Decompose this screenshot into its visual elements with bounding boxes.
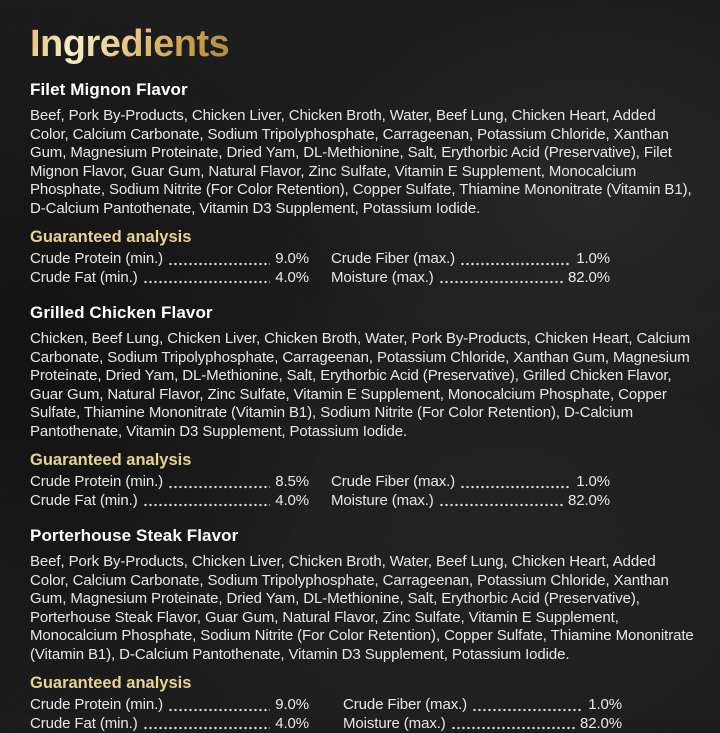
dot-leader bbox=[451, 726, 575, 730]
analysis-row-crude-fiber bbox=[343, 696, 622, 715]
analysis-label: Crude Protein (min.) bbox=[30, 473, 163, 492]
analysis-label: Crude Fiber (max.) bbox=[331, 250, 455, 269]
dot-leader bbox=[143, 726, 271, 730]
dot-leader bbox=[439, 503, 563, 507]
analysis-left-column bbox=[30, 696, 309, 733]
analysis-value: 82.0% bbox=[580, 715, 622, 733]
analysis-row-crude-fiber bbox=[331, 473, 610, 492]
analysis-value: 4.0% bbox=[275, 492, 309, 511]
sections-container bbox=[30, 80, 690, 733]
analysis-row-crude-protein bbox=[30, 696, 309, 715]
section-filet-mignon bbox=[30, 80, 690, 287]
analysis-value: 82.0% bbox=[568, 492, 610, 511]
analysis-value: 82.0% bbox=[568, 269, 610, 288]
analysis-value: 4.0% bbox=[275, 715, 309, 733]
analysis-row-crude-protein bbox=[30, 473, 309, 492]
analysis-left-column bbox=[30, 250, 309, 287]
guaranteed-analysis-table bbox=[30, 250, 610, 287]
analysis-left-column bbox=[30, 473, 309, 510]
analysis-label: Crude Fiber (max.) bbox=[343, 696, 467, 715]
analysis-value: 1.0% bbox=[576, 473, 610, 492]
analysis-label: Crude Fat (min.) bbox=[30, 492, 138, 511]
guaranteed-analysis-heading: Guaranteed analysis bbox=[30, 228, 690, 247]
guaranteed-analysis-heading: Guaranteed analysis bbox=[30, 674, 690, 693]
analysis-label: Crude Fiber (max.) bbox=[331, 473, 455, 492]
analysis-label: Moisture (max.) bbox=[331, 492, 434, 511]
analysis-value: 8.5% bbox=[275, 473, 309, 492]
analysis-row-crude-fat bbox=[30, 269, 309, 288]
guaranteed-analysis-table bbox=[30, 696, 622, 733]
guaranteed-analysis-table bbox=[30, 473, 610, 510]
analysis-label: Moisture (max.) bbox=[331, 269, 434, 288]
flavor-heading-porterhouse-steak: Porterhouse Steak Flavor bbox=[30, 526, 690, 546]
dot-leader bbox=[143, 503, 271, 507]
ingredients-paragraph-grilled-chicken: Chicken, Beef Lung, Chicken Liver, Chicken Broth, Water, Pork By-Products, Chicken Heart, Calcium Carbonate, Sodium Tripolyphosphate, Carrageenan, Potassium Chloride, Xanthan Gum, Magnesium Proteinate, Dried Yam, DL-Methionine, Salt, Erythorbic Acid (Preservative), Grilled Chicken Flavor, Guar Gum, Natural Flavor, Zinc Sulfate, Vitamin E Supplement, Monocalcium Phosphate, Copper Sulfate, Thiamine Mononitrate (Vitamin B1), Sodium Nitrite (For Color Retention), D-Calcium Pantothenate, Vitamin D3 Supplement, Potassium Iodide. bbox=[30, 330, 694, 441]
guaranteed-analysis-heading: Guaranteed analysis bbox=[30, 451, 690, 470]
analysis-right-column bbox=[343, 696, 622, 733]
section-grilled-chicken bbox=[30, 303, 690, 510]
analysis-right-column bbox=[331, 250, 610, 287]
analysis-row-crude-protein bbox=[30, 250, 309, 269]
analysis-row-moisture bbox=[331, 269, 610, 288]
analysis-row-crude-fiber bbox=[331, 250, 610, 269]
dot-leader bbox=[460, 485, 571, 489]
analysis-row-moisture bbox=[331, 492, 610, 511]
dot-leader bbox=[168, 262, 270, 266]
analysis-row-crude-fat bbox=[30, 492, 309, 511]
dot-leader bbox=[168, 708, 270, 712]
ingredients-paragraph-porterhouse-steak: Beef, Pork By-Products, Chicken Liver, Chicken Broth, Water, Beef Lung, Chicken Heart, Added Color, Calcium Carbonate, Sodium Tripolyphosphate, Carrageenan, Potassium Chloride, Xanthan Gum, Magnesium Proteinate, Dried Yam, DL-Methionine, Salt, Erythorbic Acid (Preservative), Porterhouse Steak Flavor, Guar Gum, Natural Flavor, Zinc Sulfate, Vitamin E Supplement, Monocalcium Phosphate, Sodium Nitrite (For Color Retention), Copper Sulfate, Thiamine Mononitrate (Vitamin B1), D-Calcium Pantothenate, Vitamin D3 Supplement, Potassium Iodide. bbox=[30, 553, 694, 664]
analysis-row-crude-fat bbox=[30, 715, 309, 733]
analysis-label: Crude Protein (min.) bbox=[30, 696, 163, 715]
analysis-label: Moisture (max.) bbox=[343, 715, 446, 733]
analysis-value: 1.0% bbox=[588, 696, 622, 715]
dot-leader bbox=[168, 485, 270, 489]
page-title: Ingredients bbox=[30, 22, 229, 66]
flavor-heading-filet-mignon: Filet Mignon Flavor bbox=[30, 80, 690, 100]
analysis-label: Crude Fat (min.) bbox=[30, 269, 138, 288]
analysis-value: 4.0% bbox=[275, 269, 309, 288]
dot-leader bbox=[143, 280, 271, 284]
dot-leader bbox=[439, 280, 563, 284]
dot-leader bbox=[472, 708, 583, 712]
analysis-value: 1.0% bbox=[576, 250, 610, 269]
analysis-value: 9.0% bbox=[275, 250, 309, 269]
section-porterhouse-steak bbox=[30, 526, 690, 733]
analysis-label: Crude Fat (min.) bbox=[30, 715, 138, 733]
analysis-row-moisture bbox=[343, 715, 622, 733]
dot-leader bbox=[460, 262, 571, 266]
ingredients-paragraph-filet-mignon: Beef, Pork By-Products, Chicken Liver, Chicken Broth, Water, Beef Lung, Chicken Heart, Added Color, Calcium Carbonate, Sodium Tripolyphosphate, Carrageenan, Potassium Chloride, Xanthan Gum, Magnesium Proteinate, Dried Yam, DL-Methionine, Salt, Erythorbic Acid (Preservative), Filet Mignon Flavor, Guar Gum, Natural Flavor, Zinc Sulfate, Vitamin E Supplement, Monocalcium Phosphate, Sodium Nitrite (For Color Retention), Copper Sulfate, Thiamine Mononitrate (Vitamin B1), D-Calcium Pantothenate, Vitamin D3 Supplement, Potassium Iodide. bbox=[30, 107, 694, 218]
analysis-right-column bbox=[331, 473, 610, 510]
flavor-heading-grilled-chicken: Grilled Chicken Flavor bbox=[30, 303, 690, 323]
analysis-value: 9.0% bbox=[275, 696, 309, 715]
analysis-label: Crude Protein (min.) bbox=[30, 250, 163, 269]
